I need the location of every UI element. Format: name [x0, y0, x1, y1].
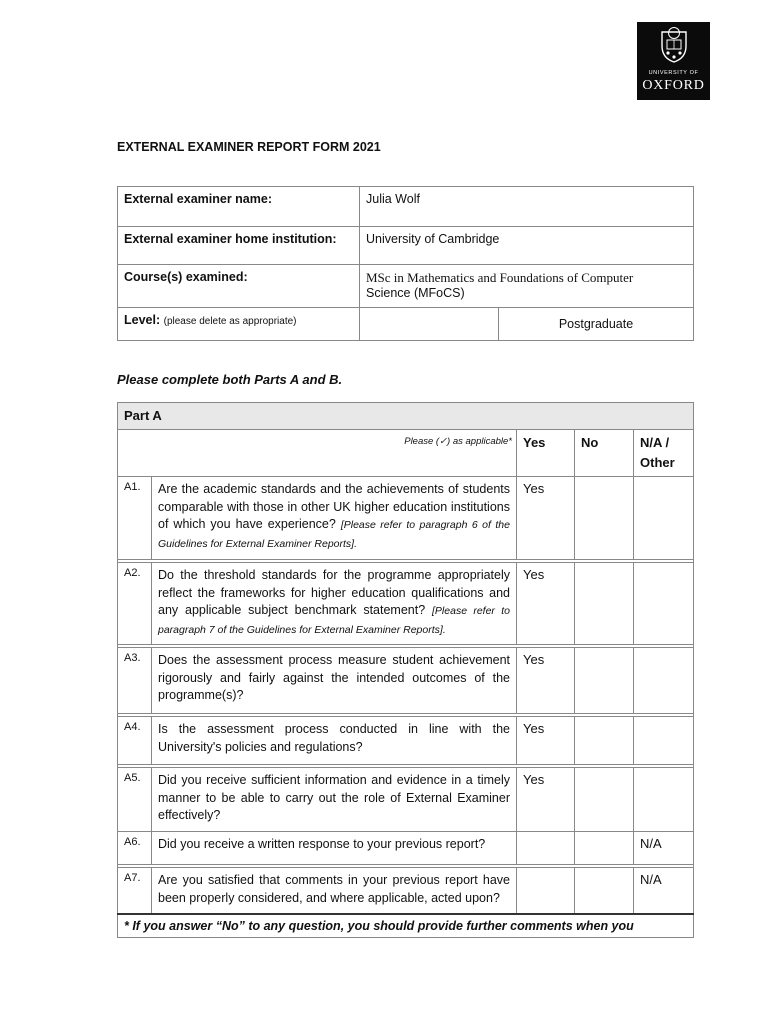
part-a-title: Part A [118, 403, 694, 430]
instruction-text: Please complete both Parts A and B. [117, 372, 343, 387]
question-text: Does the assessment process measure student achievement rigorously and fairly against the intended outcomes of the programme(s)? [152, 648, 517, 714]
question-text: Are the academic standards and the achievements of students comparable with those in other UK higher education institutions of which you have experience? [158, 482, 510, 531]
question-number: A5. [118, 768, 152, 832]
question-text: Do the threshold standards for the programme appropriately reflect the frameworks for higher education qualifications and any applicable subject benchmark statement? [158, 568, 510, 617]
answer-na[interactable]: N/A [634, 868, 694, 914]
answer-yes[interactable]: Yes [517, 648, 575, 714]
question-ref: [Please refer to paragraph 7 of the Guidelines for External Examiner Reports]. [158, 605, 510, 636]
part-a-footnote: * If you answer “No” to any question, you should provide further comments when you [118, 914, 694, 938]
institution-label: External examiner home institution: [118, 227, 360, 265]
question-ref: [Please refer to paragraph 6 of the Guidelines for External Examiner Reports]. [158, 519, 510, 550]
answer-na[interactable] [634, 563, 694, 645]
course-value-line-1: MSc in Mathematics and Foundations of Computer [366, 270, 634, 285]
question-row [118, 832, 694, 865]
examiner-info-table [117, 186, 694, 341]
question-number: A6. [118, 832, 152, 865]
name-label: External examiner name: [118, 187, 360, 227]
level-value: Postgraduate [499, 308, 694, 341]
answer-no[interactable] [575, 717, 634, 765]
answer-yes[interactable]: Yes [517, 477, 575, 560]
question-number: A3. [118, 648, 152, 714]
question-number: A2. [118, 563, 152, 645]
institution-value: University of Cambridge [360, 227, 694, 265]
question-number: A1. [118, 477, 152, 560]
level-note: (please delete as appropriate) [163, 316, 297, 327]
answer-na[interactable] [634, 717, 694, 765]
answer-no[interactable] [575, 768, 634, 832]
course-value-line-2: Science (MFoCS) [366, 286, 465, 300]
answer-yes[interactable] [517, 868, 575, 914]
question-number: A7. [118, 868, 152, 914]
form-title: EXTERNAL EXAMINER REPORT FORM 2021 [117, 140, 381, 154]
answer-yes[interactable]: Yes [517, 563, 575, 645]
question-text: Are you satisfied that comments in your previous report have been properly considered, and where applicable, acted upon? [152, 868, 517, 914]
level-label: Level: [124, 313, 161, 327]
answer-na[interactable] [634, 477, 694, 560]
question-text: Did you receive a written response to your previous report? [152, 832, 517, 865]
answer-na[interactable] [634, 768, 694, 832]
question-number: A4. [118, 717, 152, 765]
course-label: Course(s) examined: [118, 265, 360, 308]
answer-no[interactable] [575, 563, 634, 645]
question-row [118, 717, 694, 765]
answer-na[interactable] [634, 648, 694, 714]
university-logo [637, 22, 710, 100]
question-row [118, 563, 694, 645]
answer-no[interactable] [575, 477, 634, 560]
logo-line-1: UNIVERSITY OF [648, 70, 699, 76]
answer-yes[interactable]: Yes [517, 768, 575, 832]
level-label-cell [118, 308, 360, 341]
part-a-table [117, 402, 694, 938]
question-text: Is the assessment process conducted in line with the University's policies and regulations? [152, 717, 517, 765]
question-cell [152, 563, 517, 645]
logo-line-2: OXFORD [642, 78, 705, 93]
course-value [360, 265, 694, 308]
applicable-note: Please (✓) as applicable* [118, 430, 517, 477]
answer-no[interactable] [575, 868, 634, 914]
answer-yes[interactable] [517, 832, 575, 865]
col-yes-header: Yes [517, 430, 575, 477]
question-row [118, 648, 694, 714]
answer-no[interactable] [575, 832, 634, 865]
answer-no[interactable] [575, 648, 634, 714]
question-text: Did you receive sufficient information and evidence in a timely manner to be able to carry out the role of External Examiner effectively? [152, 768, 517, 832]
crest-icon [659, 26, 689, 64]
answer-na[interactable]: N/A [634, 832, 694, 865]
question-cell [152, 477, 517, 560]
answer-yes[interactable]: Yes [517, 717, 575, 765]
question-row [118, 868, 694, 914]
question-row [118, 477, 694, 560]
col-no-header: No [575, 430, 634, 477]
level-blank-cell [360, 308, 499, 341]
question-row [118, 768, 694, 832]
name-value: Julia Wolf [360, 187, 694, 227]
col-na-header: N/A / Other [634, 430, 694, 477]
